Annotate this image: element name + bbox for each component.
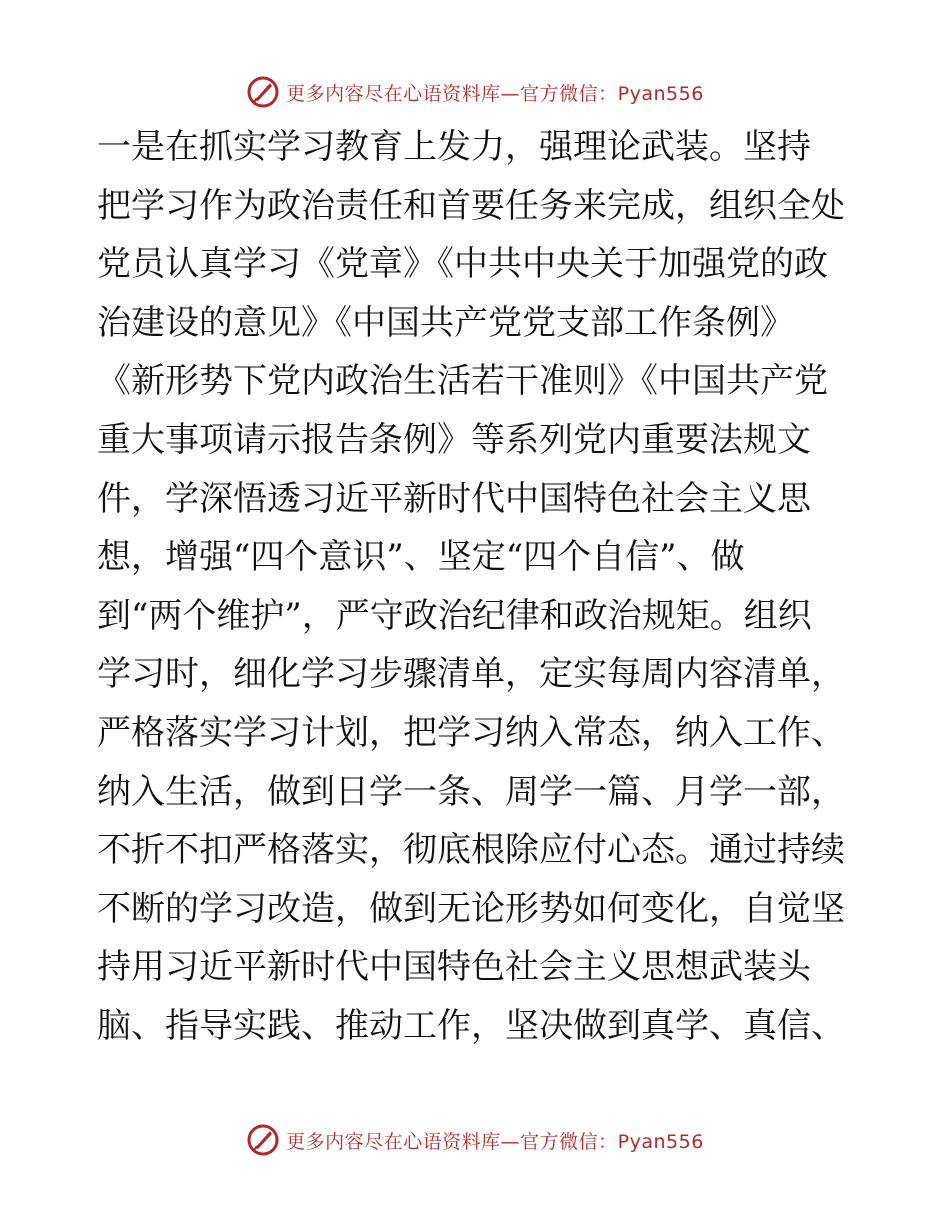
body-line: 治建设的意见》《中国共产党党支部工作条例》 — [97, 302, 794, 343]
body-line: 学习时，细化学习步骤清单，定实每周内容清单， — [97, 654, 845, 695]
body-line: 党员认真学习《党章》《中共中央关于加强党的政 — [97, 244, 828, 285]
body-line: 不折不扣严格落实，彻底根除应付心态。通过持续 — [97, 830, 845, 871]
body-line: 想，增强“四个意识”、坚定“四个自信”、做 — [97, 537, 745, 578]
quill-logo-icon — [246, 1123, 280, 1157]
footer-banner-text: 更多内容尽在心语资料库—官方微信：Pyan556 — [286, 1130, 704, 1153]
body-line: 不断的学习改造，做到无论形势如何变化，自觉坚 — [97, 888, 845, 929]
body-line: 重大事项请示报告条例》等系列党内重要法规文 — [97, 419, 811, 460]
footer-banner — [0, 1120, 950, 1160]
header-banner — [0, 72, 950, 112]
body-line: 《新形势下党内政治生活若干准则》《中国共产党 — [97, 361, 828, 402]
body-line: 把学习作为政治责任和首要任务来完成，组织全处 — [97, 185, 845, 226]
body-line: 持用习近平新时代中国特色社会主义思想武装头 — [97, 947, 811, 988]
body-line: 件，学深悟透习近平新时代中国特色社会主义思 — [97, 478, 811, 519]
quill-logo-icon — [246, 75, 280, 109]
body-line: 严格落实学习计划，把学习纳入常态，纳入工作、 — [97, 712, 845, 753]
body-line: 纳入生活，做到日学一条、周学一篇、月学一部， — [97, 771, 845, 812]
body-line: 到“两个维护”，严守政治纪律和政治规矩。组织 — [97, 595, 812, 636]
document-body — [97, 118, 857, 1056]
body-line: 脑、指导实践、推动工作，坚决做到真学、真信、 — [97, 1005, 845, 1046]
header-banner-text: 更多内容尽在心语资料库—官方微信：Pyan556 — [286, 82, 704, 105]
body-line: 一是在抓实学习教育上发力，强理论武装。坚持 — [97, 127, 811, 167]
